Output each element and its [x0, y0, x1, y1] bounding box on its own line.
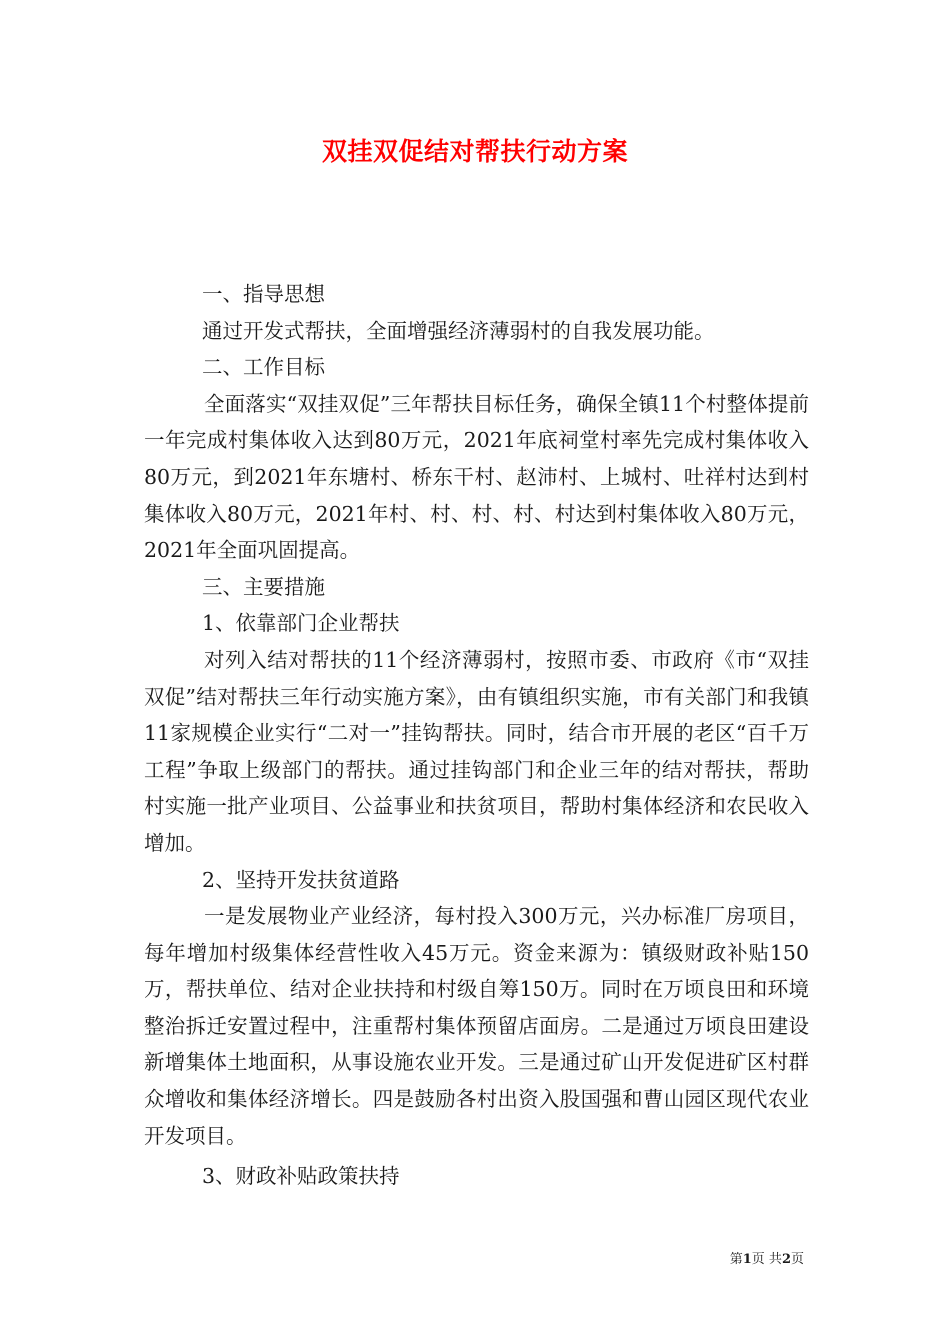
- footer-current-page: 1: [742, 1252, 752, 1267]
- page-number-footer: [730, 1248, 804, 1267]
- paragraph-guiding-ideology: 通过开发式帮扶，全面增强经济薄弱村的自我发展功能。: [202, 318, 715, 343]
- footer-suffix: 页: [790, 1252, 804, 1267]
- paragraph-development-poverty: 一是发展物业产业经济，每村投入300万元，兴办标准厂房项目，每年增加村级集体经营性收入45万元。资金来源为：镇级财政补贴150万，帮扶单位、结对企业扶持和村级自筹150万。同时在万顷良田和环境整治拆迁安置过程中，注重帮村集体预留店面房。二是通过万顷良田建设新增集体土地面积，从事设施农业开发。三是通过矿山开发促进矿区村群众增收和集体经济增长。四是鼓励各村出资入股国强和曹山园区现代农业开发项目。: [144, 904, 809, 1148]
- paragraph-department-support: 对列入结对帮扶的11个经济薄弱村，按照市委、市政府《市“双挂双促”结对帮扶三年行动实施方案》，由有镇组织实施，市有关部门和我镇11家规模企业实行“二对一”挂钩帮扶。同时，结合市开展的老区“百千万工程”争取上级部门的帮扶。通过挂钩部门和企业三年的结对帮扶，帮助村实施一批产业项目、公益事业和扶贫项目，帮助村集体经济和农民收入增加。: [144, 647, 809, 855]
- document-title: 双挂双促结对帮扶行动方案: [321, 137, 628, 166]
- subheading-development-poverty: 2、坚持开发扶贫道路: [202, 867, 400, 892]
- section-heading-work-goals: 二、工作目标: [202, 355, 325, 380]
- section-heading-main-measures: 三、主要措施: [202, 574, 325, 599]
- subheading-department-support: 1、依靠部门企业帮扶: [202, 611, 400, 636]
- subheading-fiscal-subsidy: 3、财政补贴政策扶持: [202, 1164, 400, 1189]
- footer-total-pages: 2: [781, 1252, 791, 1267]
- footer-middle: 页 共: [751, 1252, 782, 1267]
- document-body: [144, 276, 809, 1195]
- section-heading-guiding-ideology: 一、指导思想: [202, 282, 325, 306]
- footer-prefix: 第: [729, 1252, 743, 1267]
- paragraph-work-goals: 全面落实“双挂双促”三年帮扶目标任务，确保全镇11个村整体提前一年完成村集体收入达到80万元，2021年底祠堂村率先完成村集体收入80万元，到2021年东塘村、桥东干村、赵沛村、上城村、吐祥村达到村集体收入80万元，2021年村、村、村、村、村达到村集体收入80万元，2021年全面巩固提高。: [144, 391, 809, 563]
